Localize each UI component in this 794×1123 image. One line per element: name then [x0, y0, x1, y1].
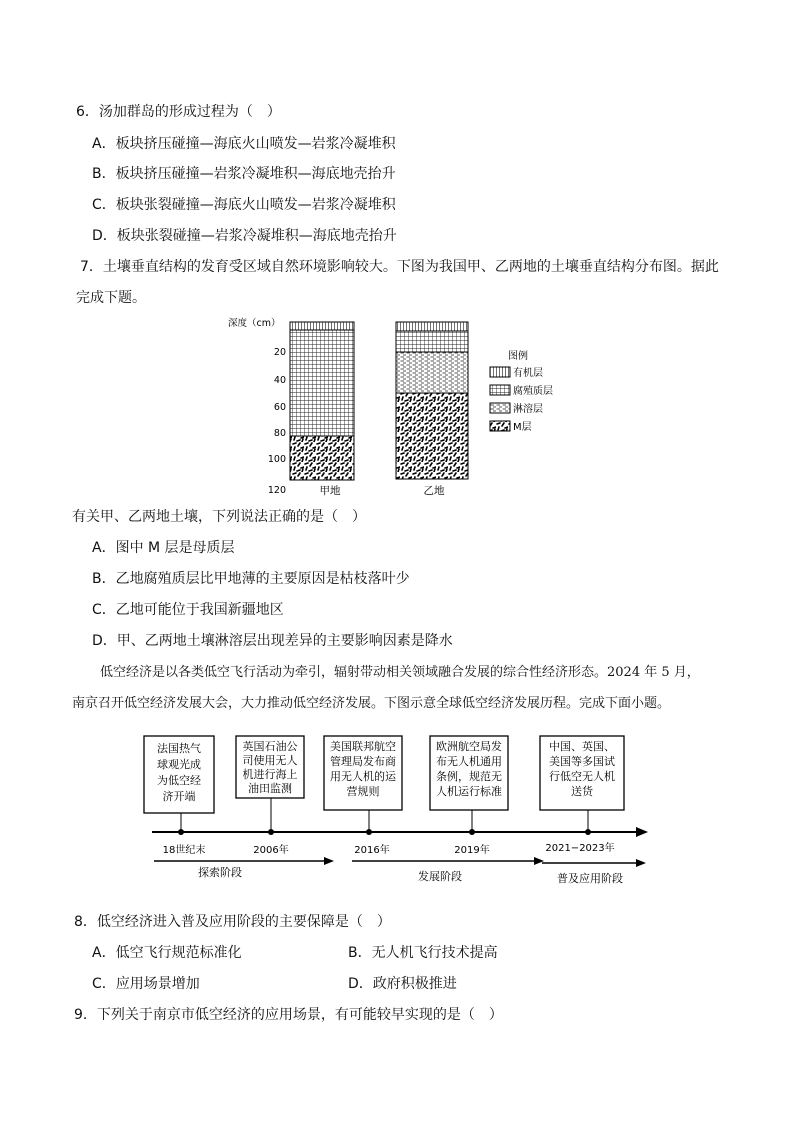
timeline-event-4	[430, 736, 508, 856]
q6-option-a: A．板块挤压碰撞—海底火山喷发—岩浆冷凝堆积	[92, 136, 396, 152]
site-a-label: 甲地	[319, 485, 341, 497]
svg-text:营规则: 营规则	[346, 785, 380, 798]
q7-stem-line2: 完成下题。	[76, 290, 146, 306]
svg-text:油田监测: 油田监测	[248, 782, 292, 795]
q7-option-a: A．图中 M 层是母质层	[92, 540, 235, 556]
svg-text:英国石油公: 英国石油公	[242, 740, 298, 753]
stage-arrow-develop	[352, 857, 544, 883]
svg-text:司使用无人: 司使用无人	[242, 754, 298, 767]
svg-text:球观光成: 球观光成	[157, 758, 201, 771]
legend-title: 图例	[508, 351, 528, 362]
svg-text:探索阶段: 探索阶段	[198, 866, 242, 879]
q6-stem: 6．汤加群岛的形成过程为（ ）	[76, 104, 281, 120]
soil-profile-figure	[220, 312, 580, 502]
svg-text:美国等多国试: 美国等多国试	[549, 755, 615, 768]
timeline-event-1	[144, 736, 214, 856]
svg-text:为低空经: 为低空经	[157, 774, 201, 787]
q9-stem: 9．下列关于南京市低空经济的应用场景，有可能较早实现的是（ ）	[74, 1007, 503, 1023]
timeline-figure	[140, 730, 660, 890]
timeline-event-2	[236, 736, 304, 856]
q8-option-c: C．应用场景增加	[92, 976, 200, 992]
timeline-date-2: 2006年	[253, 845, 289, 856]
svg-text:中国、英国、: 中国、英国、	[549, 740, 615, 753]
svg-text:发展阶段: 发展阶段	[418, 870, 462, 883]
q8-option-b: B．无人机飞行技术提高	[348, 945, 498, 961]
stage-arrow-popularize	[542, 859, 646, 885]
soil-legend	[490, 349, 553, 433]
q6-option-d: D．板块张裂碰撞—岩浆冷凝堆积—海底地壳抬升	[92, 228, 397, 244]
q8-option-a: A．低空飞行规范标准化	[92, 945, 242, 961]
svg-text:济开端: 济开端	[162, 790, 196, 803]
q7-option-c: C．乙地可能位于我国新疆地区	[92, 602, 284, 618]
q7-question: 有关甲、乙两地土壤，下列说法正确的是（ ）	[72, 509, 366, 525]
passage-line2: 南京召开低空经济发展大会，大力推动低空经济发展。下图示意全球低空经济发展历程。完成下面小题。	[72, 696, 671, 711]
depth-tick-60: 60	[273, 402, 286, 413]
site-b-label: 乙地	[423, 485, 445, 497]
legend-organic: 有机层	[513, 368, 543, 379]
svg-text:机进行海上: 机进行海上	[242, 768, 298, 781]
stage-arrow-explore	[154, 857, 334, 879]
depth-tick-80: 80	[273, 428, 286, 439]
q8-option-d: D．政府积极推进	[348, 976, 457, 992]
timeline-date-4: 2019年	[454, 845, 490, 856]
timeline-date-1: 18世纪末	[162, 845, 206, 856]
depth-axis-label: 深度（cm）	[228, 318, 281, 329]
timeline-event-5	[540, 736, 624, 854]
depth-tick-100: 100	[267, 454, 286, 465]
svg-text:布无人机通用: 布无人机通用	[436, 755, 502, 768]
legend-eluvial: 淋溶层	[513, 404, 543, 415]
passage-line1: 低空经济是以各类低空飞行活动为牵引，辐射带动相关领域融合发展的综合性经济形态。2024 年 5 月，	[100, 665, 700, 680]
q7-stem-line1: 7．土壤垂直结构的发育受区域自然环境影响较大。下图为我国甲、乙两地的土壤垂直结构分布图。据此	[80, 259, 719, 275]
timeline-date-3: 2016年	[354, 845, 390, 856]
q7-option-b: B．乙地腐殖质层比甲地薄的主要原因是枯枝落叶少	[92, 571, 410, 587]
svg-text:普及应用阶段: 普及应用阶段	[557, 872, 623, 885]
svg-text:送货: 送货	[571, 785, 593, 798]
depth-tick-120: 120	[267, 485, 286, 496]
svg-text:欧洲航空局发: 欧洲航空局发	[436, 740, 502, 753]
svg-text:用无人机的运: 用无人机的运	[330, 770, 396, 783]
svg-text:行低空无人机: 行低空无人机	[549, 770, 615, 783]
depth-tick-40: 40	[273, 375, 286, 386]
site-b-column	[396, 322, 468, 479]
timeline-date-5: 2021−2023年	[545, 843, 615, 854]
svg-text:美国联邦航空: 美国联邦航空	[330, 740, 396, 753]
q7-option-d: D．甲、乙两地土壤淋溶层出现差异的主要影响因素是降水	[92, 633, 453, 649]
svg-text:管理局发布商: 管理局发布商	[330, 755, 396, 768]
q6-option-c: C．板块张裂碰撞—海底火山喷发—岩浆冷凝堆积	[92, 197, 396, 213]
svg-text:人机运行标准: 人机运行标准	[436, 785, 502, 798]
q6-option-b: B．板块挤压碰撞—岩浆冷凝堆积—海底地壳抬升	[92, 166, 396, 182]
depth-tick-20: 20	[273, 347, 286, 358]
svg-text:法国热气: 法国热气	[157, 742, 201, 755]
site-a-column	[290, 322, 354, 480]
svg-text:条例，规范无: 条例，规范无	[436, 770, 502, 783]
timeline-event-3	[324, 736, 402, 856]
legend-m-layer: M层	[513, 422, 532, 433]
legend-humus: 腐殖质层	[513, 386, 553, 397]
q8-stem: 8．低空经济进入普及应用阶段的主要保障是（ ）	[74, 914, 391, 930]
